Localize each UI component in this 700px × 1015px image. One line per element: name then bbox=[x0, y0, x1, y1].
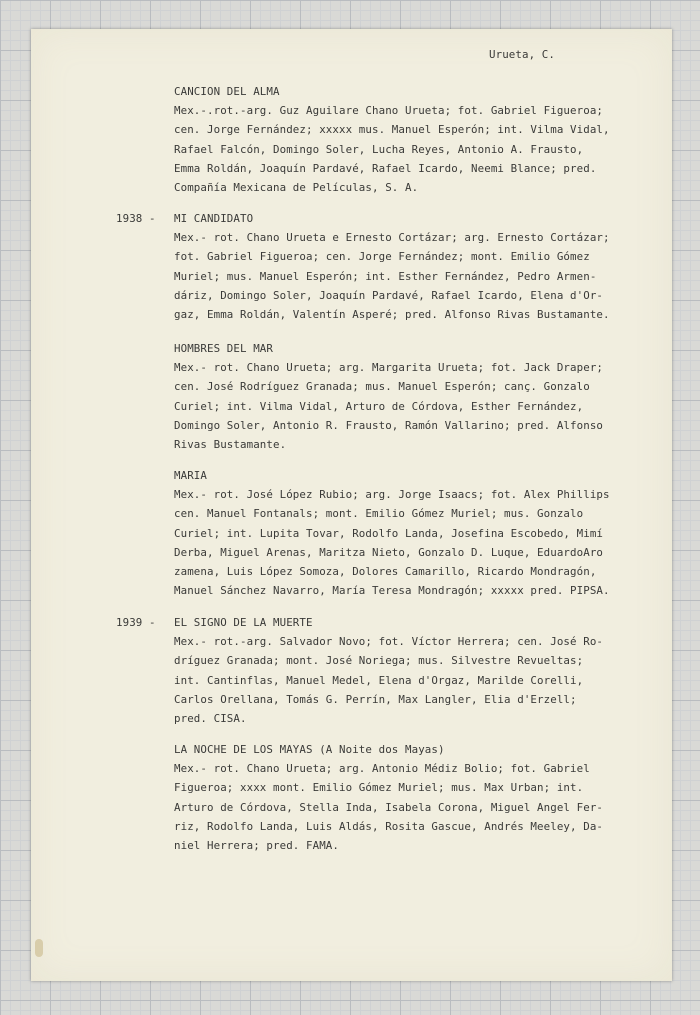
entry-line: Emma Roldán, Joaquín Pardavé, Rafael Icardo, Neemi Blance; pred. bbox=[174, 161, 597, 175]
typed-page bbox=[31, 29, 672, 981]
entry-hombres-del-mar bbox=[174, 339, 674, 454]
entry-line: cen. Jorge Fernández; xxxxx mus. Manuel Esperón; int. Vilma Vidal, bbox=[174, 123, 610, 137]
page-header: Urueta, C. bbox=[489, 48, 556, 61]
entry-line: Domingo Soler, Antonio R. Frausto, Ramón Vallarino; pred. Alfonso bbox=[174, 418, 604, 432]
entry-line: cen. Manuel Fontanals; mont. Emilio Gómez Muriel; mus. Gonzalo bbox=[174, 507, 584, 521]
entry-line: Muriel; mus. Manuel Esperón; int. Esther Fernández, Pedro Armen- bbox=[174, 269, 597, 283]
entry-line: Mex.- rot. Chano Urueta; arg. Margarita Urueta; fot. Jack Draper; bbox=[174, 361, 604, 375]
entry-line: riz, Rodolfo Landa, Luis Aldás, Rosita Gascue, Andrés Meeley, Da- bbox=[174, 819, 604, 833]
entry-line: Rafael Falcón, Domingo Soler, Lucha Reyes, Antonio A. Frausto, bbox=[174, 142, 584, 156]
paper-stain bbox=[35, 939, 43, 957]
entry-el-signo-de-la-muerte bbox=[116, 613, 674, 728]
entry-title: HOMBRES DEL MAR bbox=[174, 342, 274, 355]
entry-line: Rivas Bustamante. bbox=[174, 438, 287, 452]
entry-line: gaz, Emma Roldán, Valentín Asperé; pred. Alfonso Rivas Bustamante. bbox=[174, 308, 610, 322]
entry-line: Curiel; int. Vilma Vidal, Arturo de Córdova, Esther Fernández, bbox=[174, 399, 584, 413]
entry-title: CANCION DEL ALMA bbox=[174, 85, 280, 98]
entry-line: Mex.-.rot.-arg. Guz Aguilare Chano Urueta; fot. Gabriel Figueroa; bbox=[174, 104, 604, 118]
entry-line: Mex.- rot. Chano Urueta e Ernesto Cortázar; arg. Ernesto Cortázar; bbox=[174, 231, 610, 245]
entry-line: Mex.- rot. José López Rubio; arg. Jorge Isaacs; fot. Alex Phillips bbox=[174, 488, 610, 502]
entry-line: Derba, Miguel Arenas, Maritza Nieto, Gonzalo D. Luque, EduardoArо bbox=[174, 545, 604, 559]
entry-cancion-del-alma bbox=[174, 82, 674, 197]
entry-title: MARIA bbox=[174, 469, 208, 482]
entry-line: Arturo de Córdova, Stella Inda, Isabela Corona, Miguel Angel Fer- bbox=[174, 800, 604, 814]
entry-line: Mex.- rot. Chano Urueta; arg. Antonio Médiz Bolio; fot. Gabriel bbox=[174, 762, 590, 776]
entry-line: fot. Gabriel Figueroa; cen. Jorge Fernández; mont. Emilio Gómez bbox=[174, 250, 590, 264]
entry-line: Compañía Mexicana de Películas, S. A. bbox=[174, 181, 419, 195]
entry-line: Curiel; int. Lupita Tovar, Rodolfo Landa, Josefina Escobedo, Mimí bbox=[174, 526, 604, 540]
entry-year: 1938 - bbox=[116, 212, 156, 225]
entry-year: 1939 - bbox=[116, 616, 156, 629]
entry-title: LA NOCHE DE LOS MAYAS (A Noite dos Mayas) bbox=[174, 743, 445, 756]
entry-maria bbox=[174, 466, 674, 600]
entry-line: dríguez Granada; mont. José Noriega; mus. Silvestre Revueltas; bbox=[174, 654, 584, 668]
entry-title: MI CANDIDATO bbox=[174, 212, 254, 225]
entry-line: pred. CISA. bbox=[174, 712, 247, 726]
entry-line: Mex.- rot.-arg. Salvador Novo; fot. Víctor Herrera; cen. José Ro- bbox=[174, 635, 604, 649]
entry-line: Carlos Orellana, Tomás G. Perrín, Max Langler, Elia d'Erzell; bbox=[174, 692, 577, 706]
entry-title: EL SIGNO DE LA MUERTE bbox=[174, 616, 313, 629]
entry-line: int. Cantinflas, Manuel Medel, Elena d'Orgaz, Marilde Corelli, bbox=[174, 673, 584, 687]
entry-line: cen. José Rodríguez Granada; mus. Manuel Esperón; canç. Gonzalo bbox=[174, 380, 590, 394]
entry-mi-candidato bbox=[116, 209, 674, 324]
entry-line: niel Herrera; pred. FAMA. bbox=[174, 839, 340, 853]
entry-la-noche-de-los-mayas bbox=[174, 740, 674, 855]
entry-line: zamena, Luis López Somoza, Dolores Camarillo, Ricardo Mondragón, bbox=[174, 565, 597, 579]
entry-line: Manuel Sánchez Navarro, María Teresa Mondragón; xxxxx pred. PIPSA. bbox=[174, 584, 610, 598]
entry-line: Figueroa; xxxx mont. Emilio Gómez Muriel; mus. Max Urban; int. bbox=[174, 781, 584, 795]
entry-line: dáriz, Domingo Soler, Joaquín Pardavé, Rafael Icardo, Elena d'Or- bbox=[174, 288, 604, 302]
